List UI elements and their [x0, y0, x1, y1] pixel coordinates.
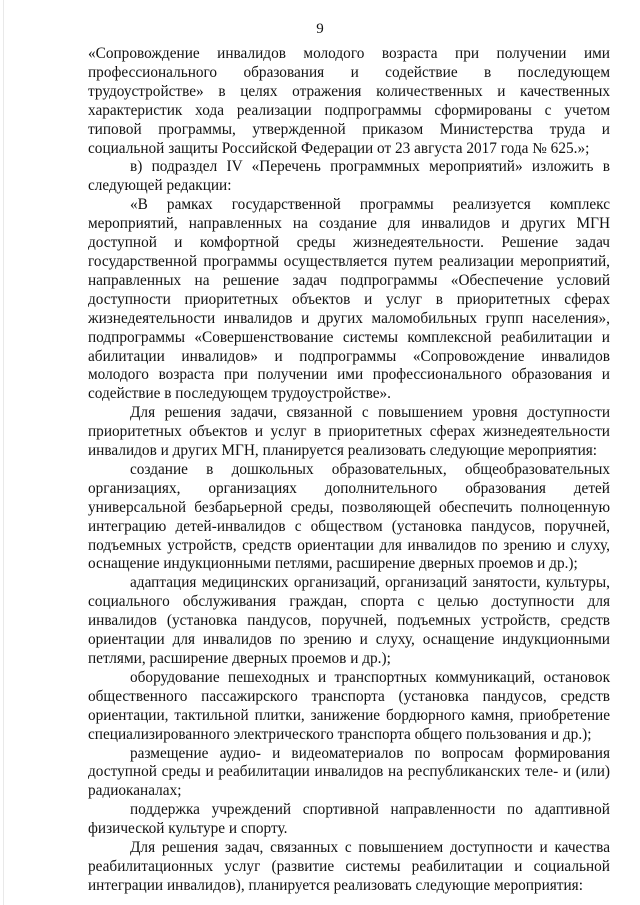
scan-edge-line [3, 0, 4, 905]
list-item-transport: оборудование пешеходных и транспортных коммуникаций, остановок общественного пассажирского транспорта (установка пандусов, средств ориентации, тактильной плитки, занижение бордюрного камня, приобретение специализированного электрического транспорта общего пользования и др.); [88, 668, 610, 743]
list-item-media: размещение аудио- и видеоматериалов по вопросам формирования доступной среды и реабилитации инвалидов на республиканских теле- и (или) радиоканалах; [88, 744, 610, 800]
paragraph-accessibility-intro: Для решения задачи, связанной с повышением уровня доступности приоритетных объектов и услуг в приоритетных сферах жизнедеятельности инвалидов и других МГН, планируется реализовать следующие мероприятия: [88, 404, 610, 460]
paragraph-subsection-v: в) подраздел IV «Перечень программных мероприятий» изложить в следующей редакции: [88, 158, 610, 195]
page-number: 9 [316, 21, 324, 37]
list-item-education: создание в дошкольных образовательных, общеобразовательных организациях, организациях дополнительного образования детей универсальной безбарьерной среды, позволяющей обеспечить полноценную интеграцию детей-инвалидов с обществом (установка пандусов, поручней, подъемных устройств, средств ориентации для инвалидов по зрению и слуху, оснащение индукционными петлями, расширение дверных проемов и др.); [88, 460, 610, 573]
paragraph-continuation: «Сопровождение инвалидов молодого возраста при получении ими профессионального образования и содействие в последующем трудоустройстве» в целях отражения количественных и качественных характеристик хода реализации подпрограммы сформированы с учетом типовой программы, утвержденной приказом Министерства труда и социальной защиты Российской Федерации от 23 августа 2017 года № 625.»; [88, 45, 610, 157]
list-item-medical-adaptation: адаптация медицинских организаций, организаций занятости, культуры, социального обслуживания граждан, спорта с целью доступности для инвалидов (установка пандусов, поручней, подъемных устройств, средств ориентации для инвалидов по зрению и слуху, оснащение индукционными петлями, расширение дверных проемов и др.); [88, 574, 610, 667]
paragraph-rehabilitation-intro: Для решения задач, связанных с повышением доступности и качества реабилитационных услуг (развитие системы реабилитации и социальной интеграции инвалидов), планируется реализовать следующие мероприятия: [88, 839, 610, 894]
document-body [88, 45, 610, 896]
paragraph-program-scope: «В рамках государственной программы реализуется комплекс мероприятий, направленных на создание для инвалидов и других МГН доступной и комфортной среды жизнедеятельности. Решение задач государственной программы осуществляется путем реализации мероприятий, направленных на решение задач подпрограммы «Обеспечение условий доступности приоритетных объектов и услуг в приоритетных сферах жизнедеятельности инвалидов и других маломобильных групп населения», подпрограммы «Совершенствование системы комплексной реабилитации и абилитации инвалидов» и подпрограммы «Сопровождение инвалидов молодого возраста при получении ими профессионального образования и содействие в последующем трудоустройстве». [88, 196, 610, 403]
list-item-sports: поддержка учреждений спортивной направленности по адаптивной физической культуре и спорту. [88, 801, 610, 838]
